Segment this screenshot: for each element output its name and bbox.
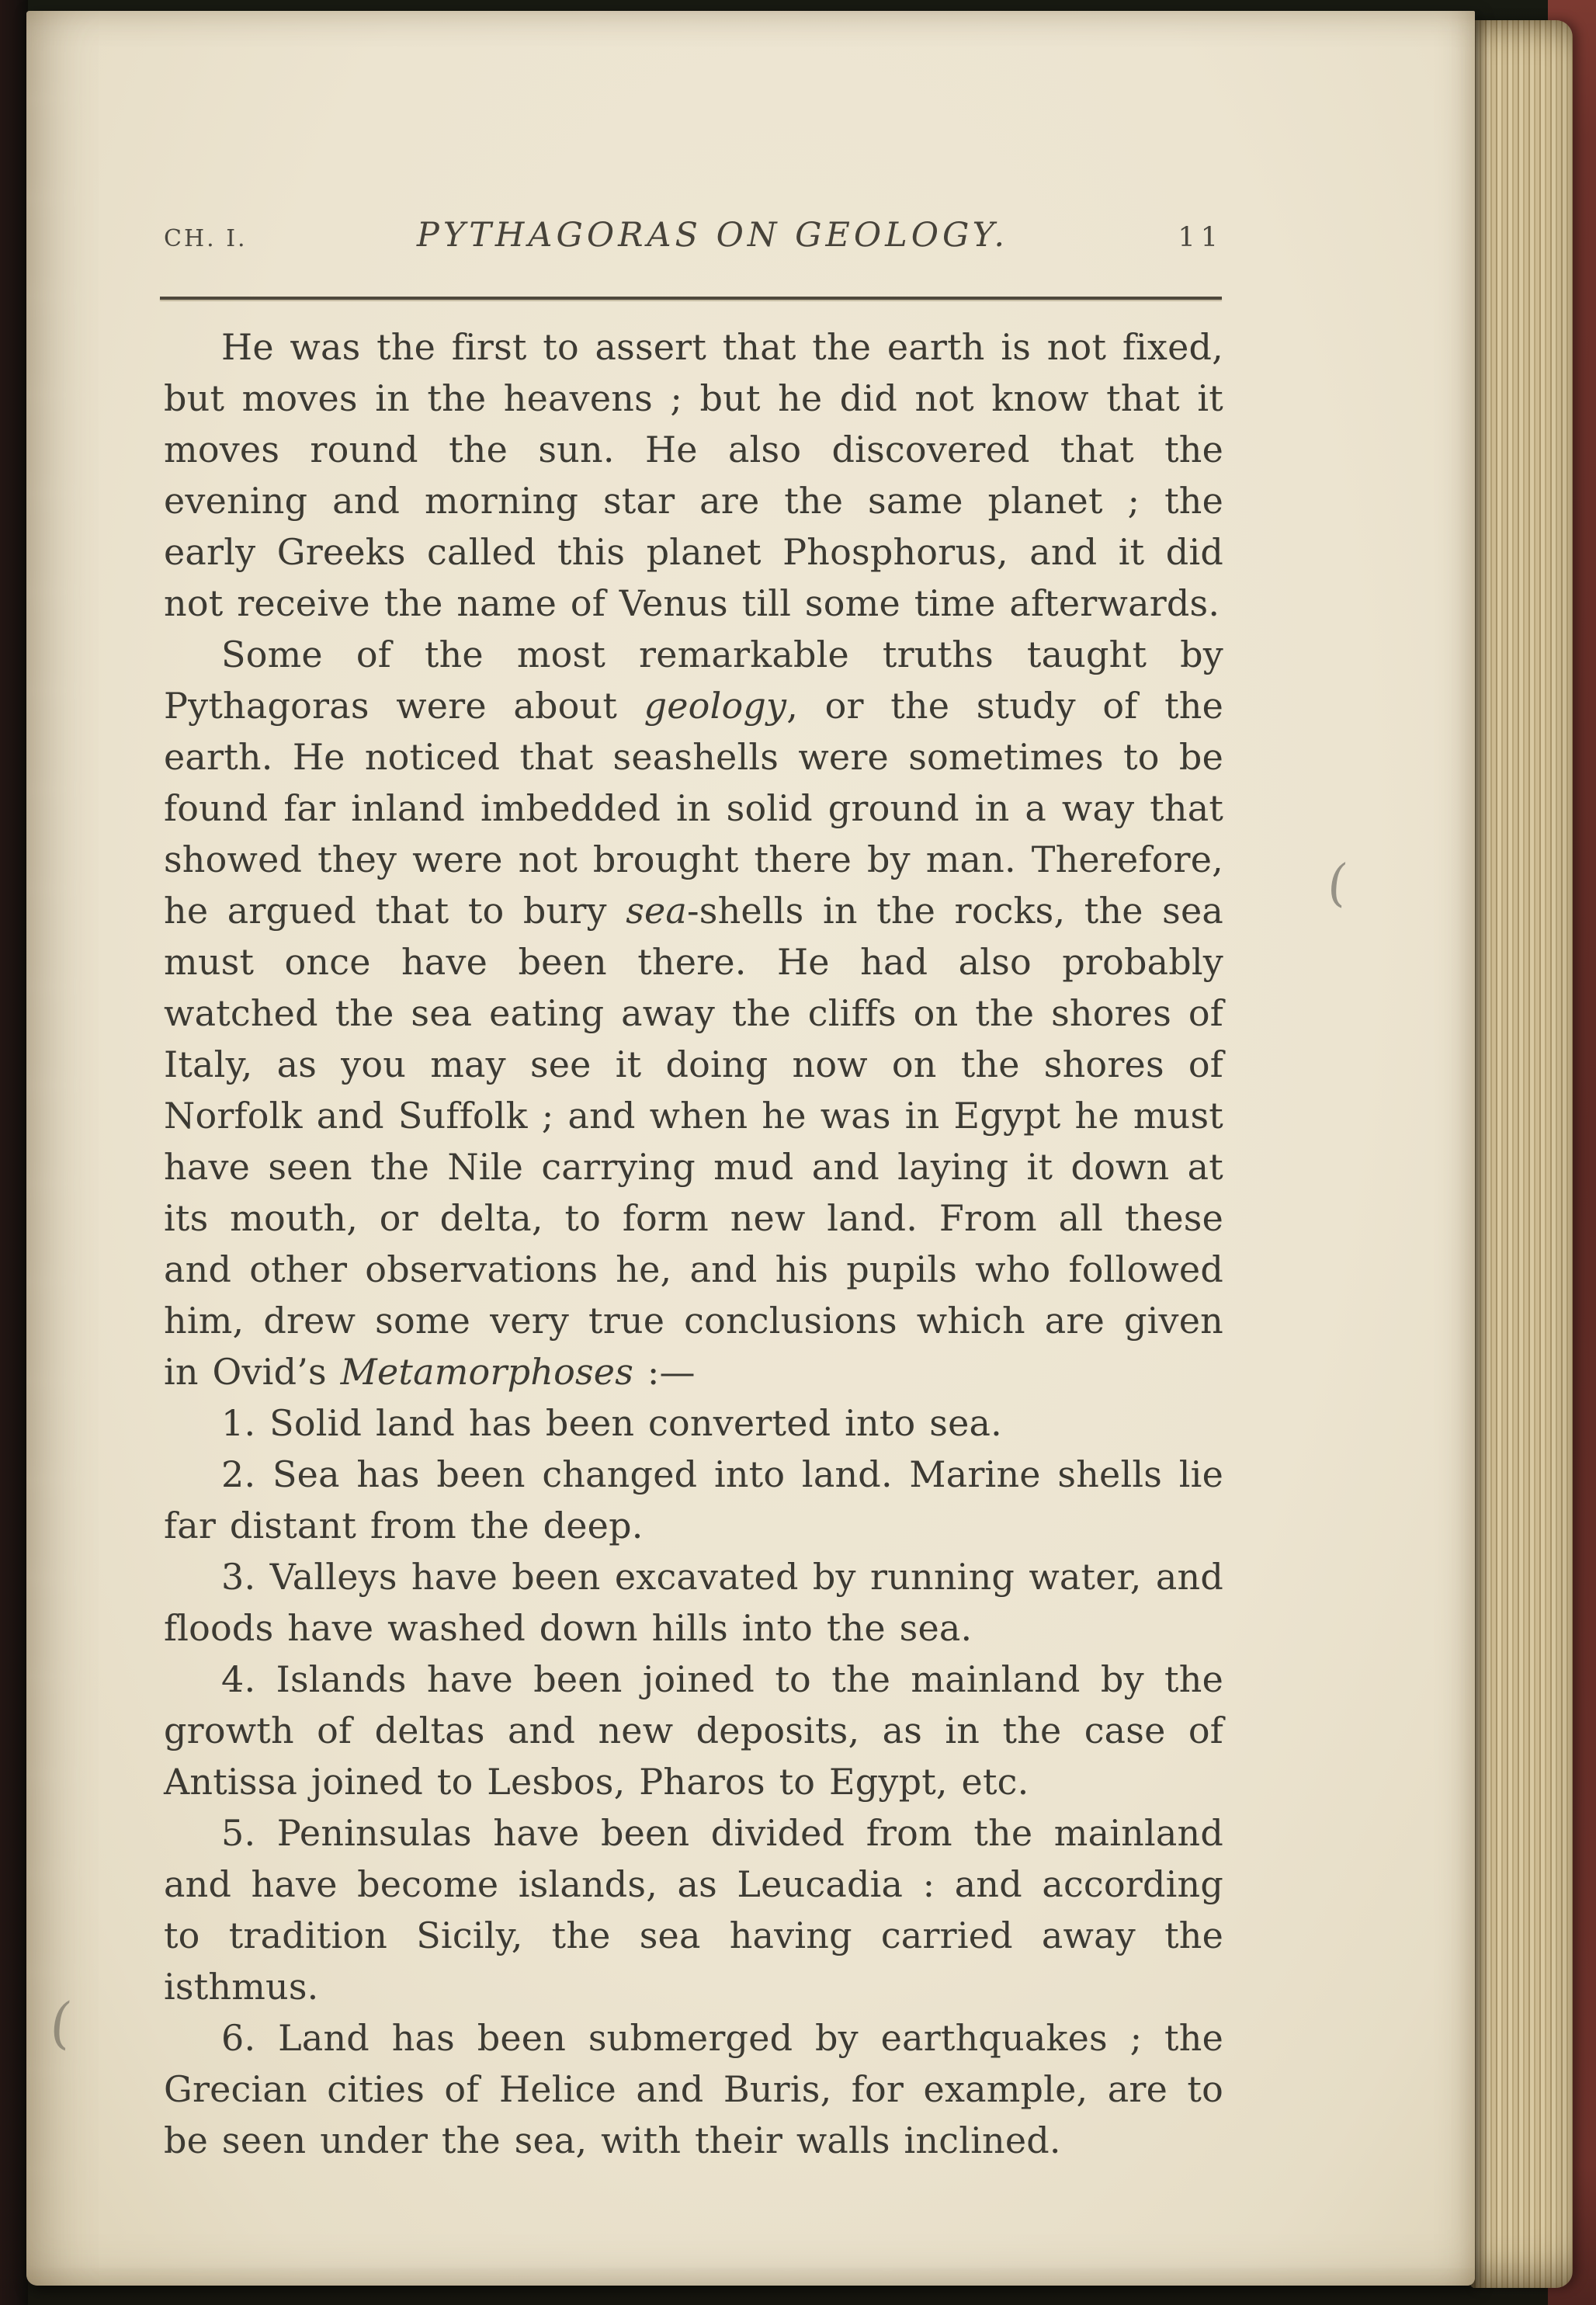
header-rule: [160, 297, 1222, 300]
page-number: 11: [1178, 222, 1223, 253]
page-fore-edges: [1470, 20, 1573, 2288]
chapter-label: CH. I.: [164, 225, 248, 252]
paragraph-2: [164, 629, 1223, 1397]
text-segment: Some of the most remarkable truths taught by Pythagoras were about: [164, 634, 1223, 727]
list-item-4: 4. Islands have been joined to the mainland by the growth of deltas and new deposits, as in the case of Antissa joined to Lesbos, Pharos to Egypt, etc.: [164, 1658, 1223, 1803]
text-segment: -shells in the rocks, the sea must once have been there. He had also probably watched the sea eating away the cliffs on the shores of Italy, as you may see it doing now on the shores of Norfolk and Suffolk ; and when he was in Egypt he must have seen the Nile carrying mud and laying it down at its mouth, or delta, to form new land. From all these and other observations he, and his pupils who followed him, drew some very true conclusions which are given in Ovid’s: [164, 890, 1224, 1393]
list-item-5: 5. Peninsulas have been divided from the mainland and have become islands, as Leucadia : and according to tradition Sicily, the sea having carried away the isthmus.: [164, 1812, 1223, 2008]
italic-term-sea: sea: [626, 890, 688, 932]
page-header: [164, 216, 1223, 255]
list-item-2: 2. Sea has been changed into land. Marine shells lie far distant from the deep.: [164, 1453, 1223, 1547]
list-item-3: 3. Valleys have been excavated by running water, and floods have washed down hills into the sea.: [164, 1556, 1223, 1649]
pen-mark-left-margin: (: [46, 1991, 75, 2057]
book-cover-left-edge: [0, 0, 28, 2305]
text-segment: , or the study of the earth. He noticed that seashells were sometimes to be found far inland imbedded in solid ground in a way that showed they were not brought there by man. Therefore, he argued that to bury: [164, 685, 1224, 932]
list-item-6: 6. Land has been submerged by earthquakes ; the Grecian cities of Helice and Buris, for example, are to be seen under the sea, with their walls inclined.: [164, 2017, 1223, 2161]
italic-term-geology: geology: [644, 685, 787, 727]
running-title: PYTHAGORAS ON GEOLOGY.: [416, 216, 1009, 255]
pen-mark-right-margin: (: [1324, 854, 1350, 915]
italic-term-metamorphoses: Metamorphoses: [340, 1351, 634, 1393]
text-segment: :—: [633, 1351, 696, 1393]
list-item-1: 1. Solid land has been converted into sea.: [221, 1402, 1002, 1444]
paragraph-1: He was the first to assert that the earth is not fixed, but moves in the heavens ; but he did not know that it moves round the sun. He also discovered that the evening and morning star are the same planet ; the early Greeks called this planet Phosphorus, and it did not receive the name of Venus till some time afterwards.: [164, 326, 1223, 624]
book-page: [26, 11, 1475, 2286]
text-block: [164, 321, 1223, 2166]
